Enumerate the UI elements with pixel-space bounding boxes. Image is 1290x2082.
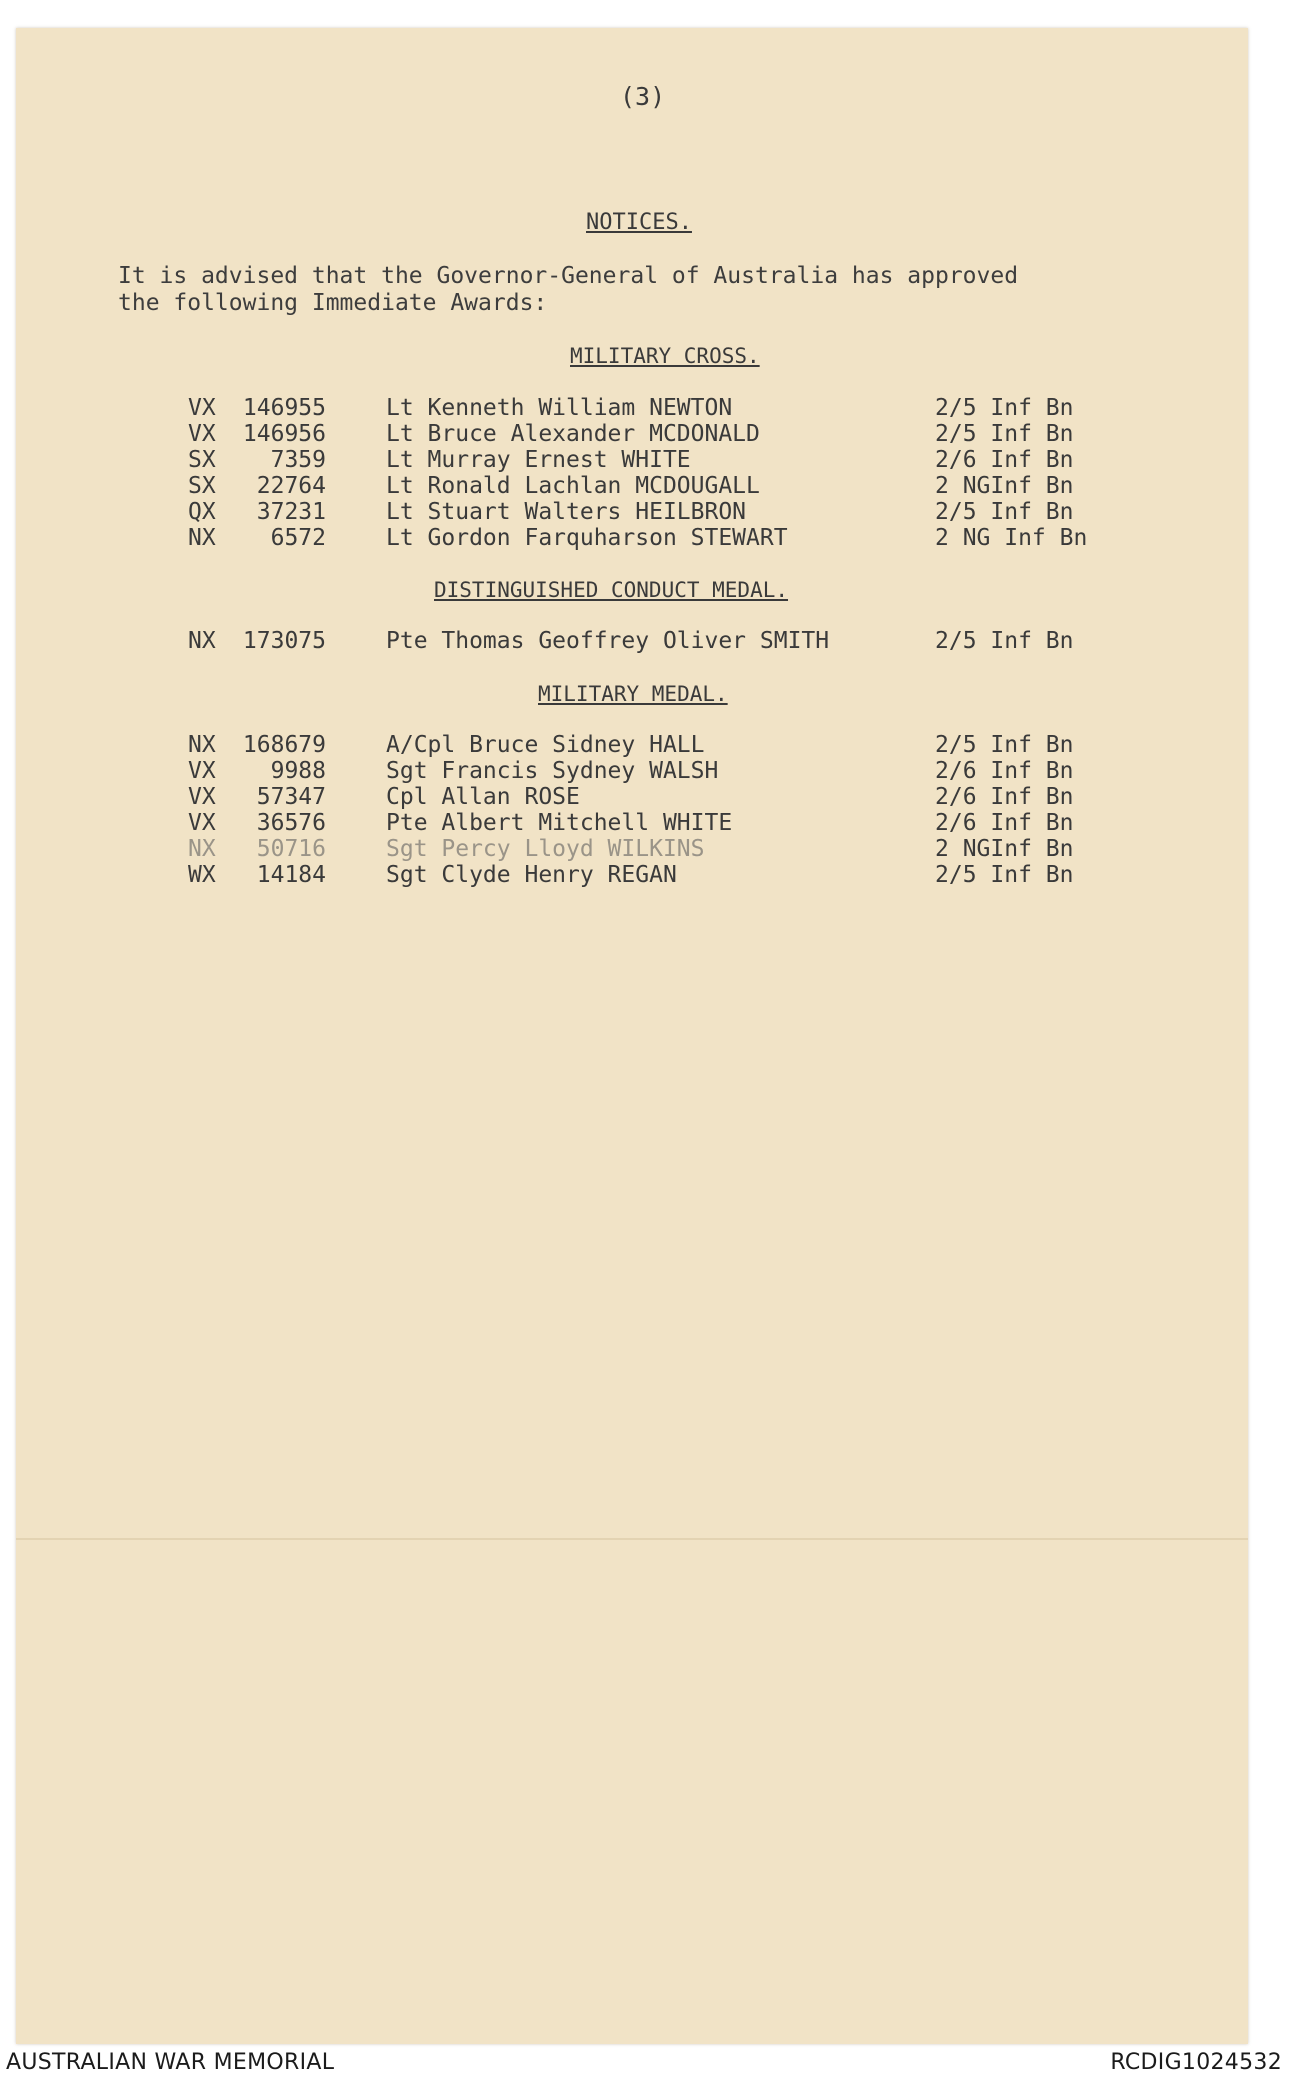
recipient-name: Sgt Francis Sydney WALSH (386, 758, 719, 784)
award-row (0, 395, 1290, 421)
award-row (0, 784, 1290, 810)
service-number: 168679 (242, 732, 326, 758)
intro-paragraph (118, 263, 1018, 317)
service-number: 57347 (256, 784, 326, 810)
unit: 2/6 Inf Bn (935, 810, 1074, 836)
service-number: 50716 (256, 836, 326, 862)
service-prefix: VX (188, 758, 216, 784)
unit: 2/5 Inf Bn (935, 499, 1074, 525)
dcm-heading: DISTINGUISHED CONDUCT MEDAL. (434, 578, 789, 602)
award-row (0, 810, 1290, 836)
recipient-name: Lt Bruce Alexander MCDONALD (386, 421, 760, 447)
unit: 2/5 Inf Bn (935, 862, 1074, 888)
service-prefix: VX (188, 395, 216, 421)
service-prefix: VX (188, 810, 216, 836)
recipient-name: Lt Stuart Walters HEILBRON (386, 499, 747, 525)
service-number: 14184 (256, 862, 326, 888)
recipient-name: Pte Albert Mitchell WHITE (386, 810, 733, 836)
service-prefix: QX (188, 499, 216, 525)
award-row (0, 473, 1290, 499)
service-prefix: NX (188, 836, 216, 862)
service-prefix: NX (188, 628, 216, 654)
service-prefix: SX (188, 447, 216, 473)
unit: 2/6 Inf Bn (935, 784, 1074, 810)
award-row (0, 421, 1290, 447)
recipient-name: Pte Thomas Geoffrey Oliver SMITH (386, 628, 830, 654)
service-prefix: NX (188, 525, 216, 551)
unit: 2 NG Inf Bn (935, 525, 1088, 551)
unit: 2/5 Inf Bn (935, 732, 1074, 758)
intro-line-1: It is advised that the Governor-General of Australia has approved (118, 263, 1019, 289)
service-number: 37231 (256, 499, 326, 525)
paper-fold-line (16, 1538, 1248, 1540)
service-number: 22764 (256, 473, 326, 499)
unit: 2 NGInf Bn (935, 473, 1074, 499)
recipient-name: Lt Kenneth William NEWTON (386, 395, 733, 421)
service-number: 36576 (256, 810, 326, 836)
document-page (16, 28, 1248, 2044)
notices-title: NOTICES. (586, 210, 692, 235)
recipient-name: Lt Ronald Lachlan MCDOUGALL (386, 473, 760, 499)
unit: 2/5 Inf Bn (935, 395, 1074, 421)
recipient-name: Lt Murray Ernest WHITE (386, 447, 691, 473)
service-prefix: SX (188, 473, 216, 499)
intro-line-2: the following Immediate Awards: (118, 290, 548, 316)
recipient-name: Cpl Allan ROSE (386, 784, 580, 810)
unit: 2/5 Inf Bn (935, 421, 1074, 447)
service-number: 146955 (242, 395, 326, 421)
award-row (0, 732, 1290, 758)
unit: 2/6 Inf Bn (935, 447, 1074, 473)
military-medal-heading: MILITARY MEDAL. (538, 682, 728, 706)
recipient-name: Sgt Percy Lloyd WILKINS (386, 836, 705, 862)
recipient-name: Lt Gordon Farquharson STEWART (386, 525, 788, 551)
award-row (0, 525, 1290, 551)
award-row (0, 836, 1290, 862)
service-prefix: VX (188, 421, 216, 447)
footer-record-id: RCDIG1024532 (1110, 2050, 1282, 2075)
award-row (0, 758, 1290, 784)
award-row (0, 628, 1290, 654)
award-row (0, 862, 1290, 888)
page-number: (3) (620, 82, 666, 111)
service-prefix: NX (188, 732, 216, 758)
unit: 2 NGInf Bn (935, 836, 1074, 862)
service-number: 9988 (270, 758, 326, 784)
recipient-name: Sgt Clyde Henry REGAN (386, 862, 677, 888)
recipient-name: A/Cpl Bruce Sidney HALL (386, 732, 705, 758)
unit: 2/6 Inf Bn (935, 758, 1074, 784)
service-number: 7359 (270, 447, 326, 473)
service-number: 173075 (242, 628, 326, 654)
service-prefix: WX (188, 862, 216, 888)
service-number: 146956 (242, 421, 326, 447)
service-prefix: VX (188, 784, 216, 810)
award-row (0, 447, 1290, 473)
unit: 2/5 Inf Bn (935, 628, 1074, 654)
service-number: 6572 (270, 525, 326, 551)
footer-institution: AUSTRALIAN WAR MEMORIAL (6, 2050, 335, 2075)
military-cross-heading: MILITARY CROSS. (570, 344, 760, 368)
award-row (0, 499, 1290, 525)
